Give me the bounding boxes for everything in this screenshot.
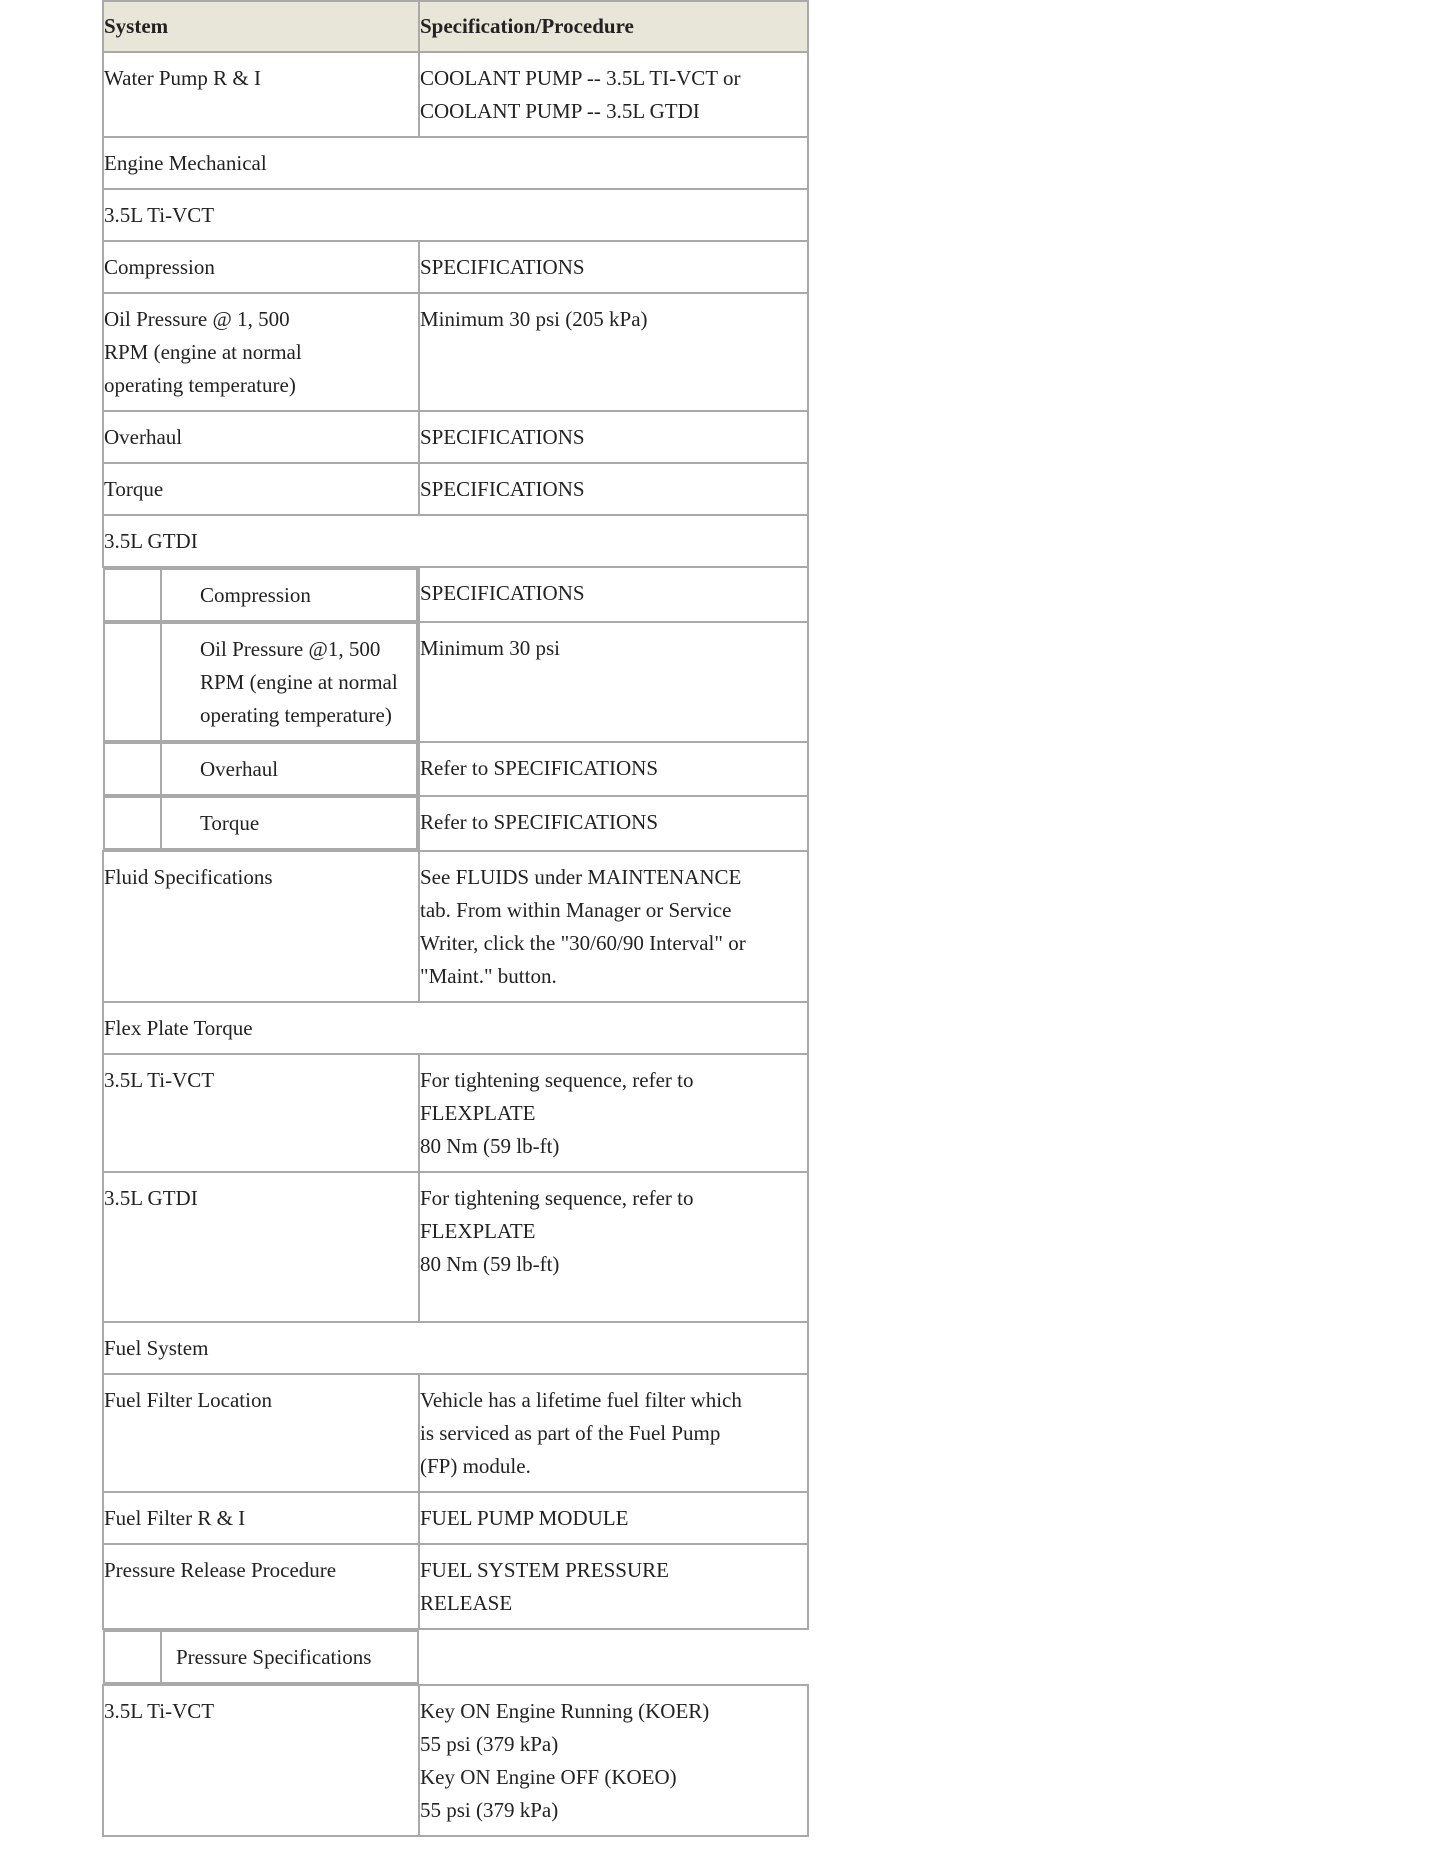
row-value: Minimum 30 psi (205 kPa) — [419, 293, 808, 411]
fluid-text-line: Writer, click the "30/60/90 Interval" or — [420, 931, 746, 955]
pressure-release-link-line[interactable]: FUEL SYSTEM PRESSURE — [420, 1558, 669, 1582]
row-label: Compression — [103, 241, 419, 293]
oil-pressure-line: operating temperature) — [200, 703, 392, 727]
row-value — [419, 52, 808, 137]
row-label-text: Compression — [200, 583, 311, 607]
table-row — [103, 52, 808, 137]
pressure-release-link-line[interactable]: RELEASE — [420, 1591, 513, 1615]
oil-pressure-line: RPM (engine at normal — [200, 670, 398, 694]
row-label-text: Torque — [200, 811, 260, 835]
row-label — [103, 796, 418, 850]
table-row — [103, 463, 808, 515]
row-label: Torque — [103, 463, 419, 515]
water-pump-link-gtdi[interactable]: COOLANT PUMP -- 3.5L GTDI — [420, 99, 700, 123]
table-row — [103, 411, 808, 463]
row-label — [103, 742, 418, 796]
table-row — [103, 622, 808, 742]
row-value-link[interactable]: FUEL PUMP MODULE — [419, 1492, 808, 1544]
row-label: 3.5L Ti-VCT — [103, 1054, 419, 1172]
row-label: Fuel Filter R & I — [103, 1492, 419, 1544]
row-value — [419, 1172, 808, 1322]
indent-gutter — [105, 570, 162, 620]
subsection-row — [103, 189, 808, 241]
table-row — [103, 851, 808, 1002]
table-row — [103, 567, 808, 622]
spec-column-header: Specification/Procedure — [419, 1, 808, 52]
oil-pressure-line: RPM (engine at normal — [104, 340, 302, 364]
row-label: 3.5L GTDI — [103, 1172, 419, 1322]
row-label: Water Pump R & I — [103, 52, 419, 137]
fluid-text-line: See FLUIDS under MAINTENANCE — [420, 865, 742, 889]
row-value-link[interactable]: SPECIFICATIONS — [419, 463, 808, 515]
row-value-link[interactable]: Refer to SPECIFICATIONS — [419, 742, 808, 796]
row-value-link[interactable]: Refer to SPECIFICATIONS — [419, 796, 808, 851]
indent-gutter — [105, 798, 162, 848]
flexplate-link[interactable]: FLEXPLATE — [420, 1219, 536, 1243]
pressure-text-line: Key ON Engine OFF (KOEO) — [420, 1765, 677, 1789]
flex-text-line: For tightening sequence, refer to — [420, 1186, 694, 1210]
pressure-value: 55 psi (379 kPa) — [420, 1732, 559, 1756]
indent-gutter — [105, 1632, 162, 1682]
section-row — [103, 1002, 808, 1054]
section-row — [103, 137, 808, 189]
table-row — [103, 1374, 808, 1492]
section-flex-plate: Flex Plate Torque — [103, 1002, 808, 1054]
row-label: Fluid Specifications — [103, 851, 419, 1002]
row-value-link[interactable]: SPECIFICATIONS — [419, 567, 808, 622]
table-row — [103, 1172, 808, 1322]
row-value — [419, 1685, 808, 1836]
flexplate-link[interactable]: FLEXPLATE — [420, 1101, 536, 1125]
section-engine-mechanical: Engine Mechanical — [103, 137, 808, 189]
oil-pressure-line: Oil Pressure @ 1, 500 — [104, 307, 290, 331]
row-value — [419, 1054, 808, 1172]
row-label — [103, 622, 418, 742]
flex-torque-value: 80 Nm (59 lb-ft) — [420, 1252, 560, 1276]
row-value — [419, 1374, 808, 1492]
pressure-text-line: Key ON Engine Running (KOER) — [420, 1699, 710, 1723]
row-label — [103, 293, 419, 411]
table-row — [103, 1054, 808, 1172]
row-label-text — [162, 624, 398, 740]
row-label: Fuel Filter Location — [103, 1374, 419, 1492]
table-header-row — [103, 1, 808, 52]
table-row — [103, 1492, 808, 1544]
flex-text-line: For tightening sequence, refer to — [420, 1068, 694, 1092]
fuel-filter-text-line: (FP) module. — [420, 1454, 531, 1478]
subsection-tivct: 3.5L Ti-VCT — [103, 189, 808, 241]
oil-pressure-line: Oil Pressure @1, 500 — [200, 637, 381, 661]
fuel-filter-text-line: is serviced as part of the Fuel Pump — [420, 1421, 721, 1445]
table-row — [103, 241, 808, 293]
row-value-link[interactable]: SPECIFICATIONS — [419, 241, 808, 293]
subsection-label: Pressure Specifications — [176, 1645, 372, 1669]
subsection-gtdi: 3.5L GTDI — [103, 515, 808, 567]
row-label: Overhaul — [103, 411, 419, 463]
row-value-link[interactable]: SPECIFICATIONS — [419, 411, 808, 463]
row-value — [419, 851, 808, 1002]
row-label-text: Overhaul — [200, 757, 279, 781]
fluid-text-line: tab. From within Manager or Service — [420, 898, 732, 922]
table-row — [103, 293, 808, 411]
table-row — [103, 742, 808, 796]
oil-pressure-line: operating temperature) — [104, 373, 296, 397]
table-row — [103, 1685, 808, 1836]
indent-gutter — [105, 624, 162, 740]
system-column-header: System — [103, 1, 419, 52]
subsection-pressure-specs — [103, 1630, 419, 1684]
section-fuel-system: Fuel System — [103, 1322, 808, 1374]
pressure-value: 55 psi (379 kPa) — [420, 1798, 559, 1822]
table-row — [103, 1544, 808, 1629]
water-pump-link-tivct[interactable]: COOLANT PUMP -- 3.5L TI-VCT or — [420, 66, 741, 90]
specifications-table — [102, 0, 809, 1837]
section-row — [103, 1322, 808, 1374]
row-value: Minimum 30 psi — [419, 622, 808, 742]
row-label: 3.5L Ti-VCT — [103, 1685, 419, 1836]
subsection-row — [103, 1629, 808, 1685]
row-label — [103, 568, 418, 622]
fluid-text-line: "Maint." button. — [420, 964, 557, 988]
fuel-filter-text-line: Vehicle has a lifetime fuel filter which — [420, 1388, 742, 1412]
row-label: Pressure Release Procedure — [103, 1544, 419, 1629]
flex-torque-value: 80 Nm (59 lb-ft) — [420, 1134, 560, 1158]
row-value-link[interactable] — [419, 1544, 808, 1629]
subsection-row — [103, 515, 808, 567]
table-row — [103, 796, 808, 851]
indent-gutter — [105, 744, 162, 794]
